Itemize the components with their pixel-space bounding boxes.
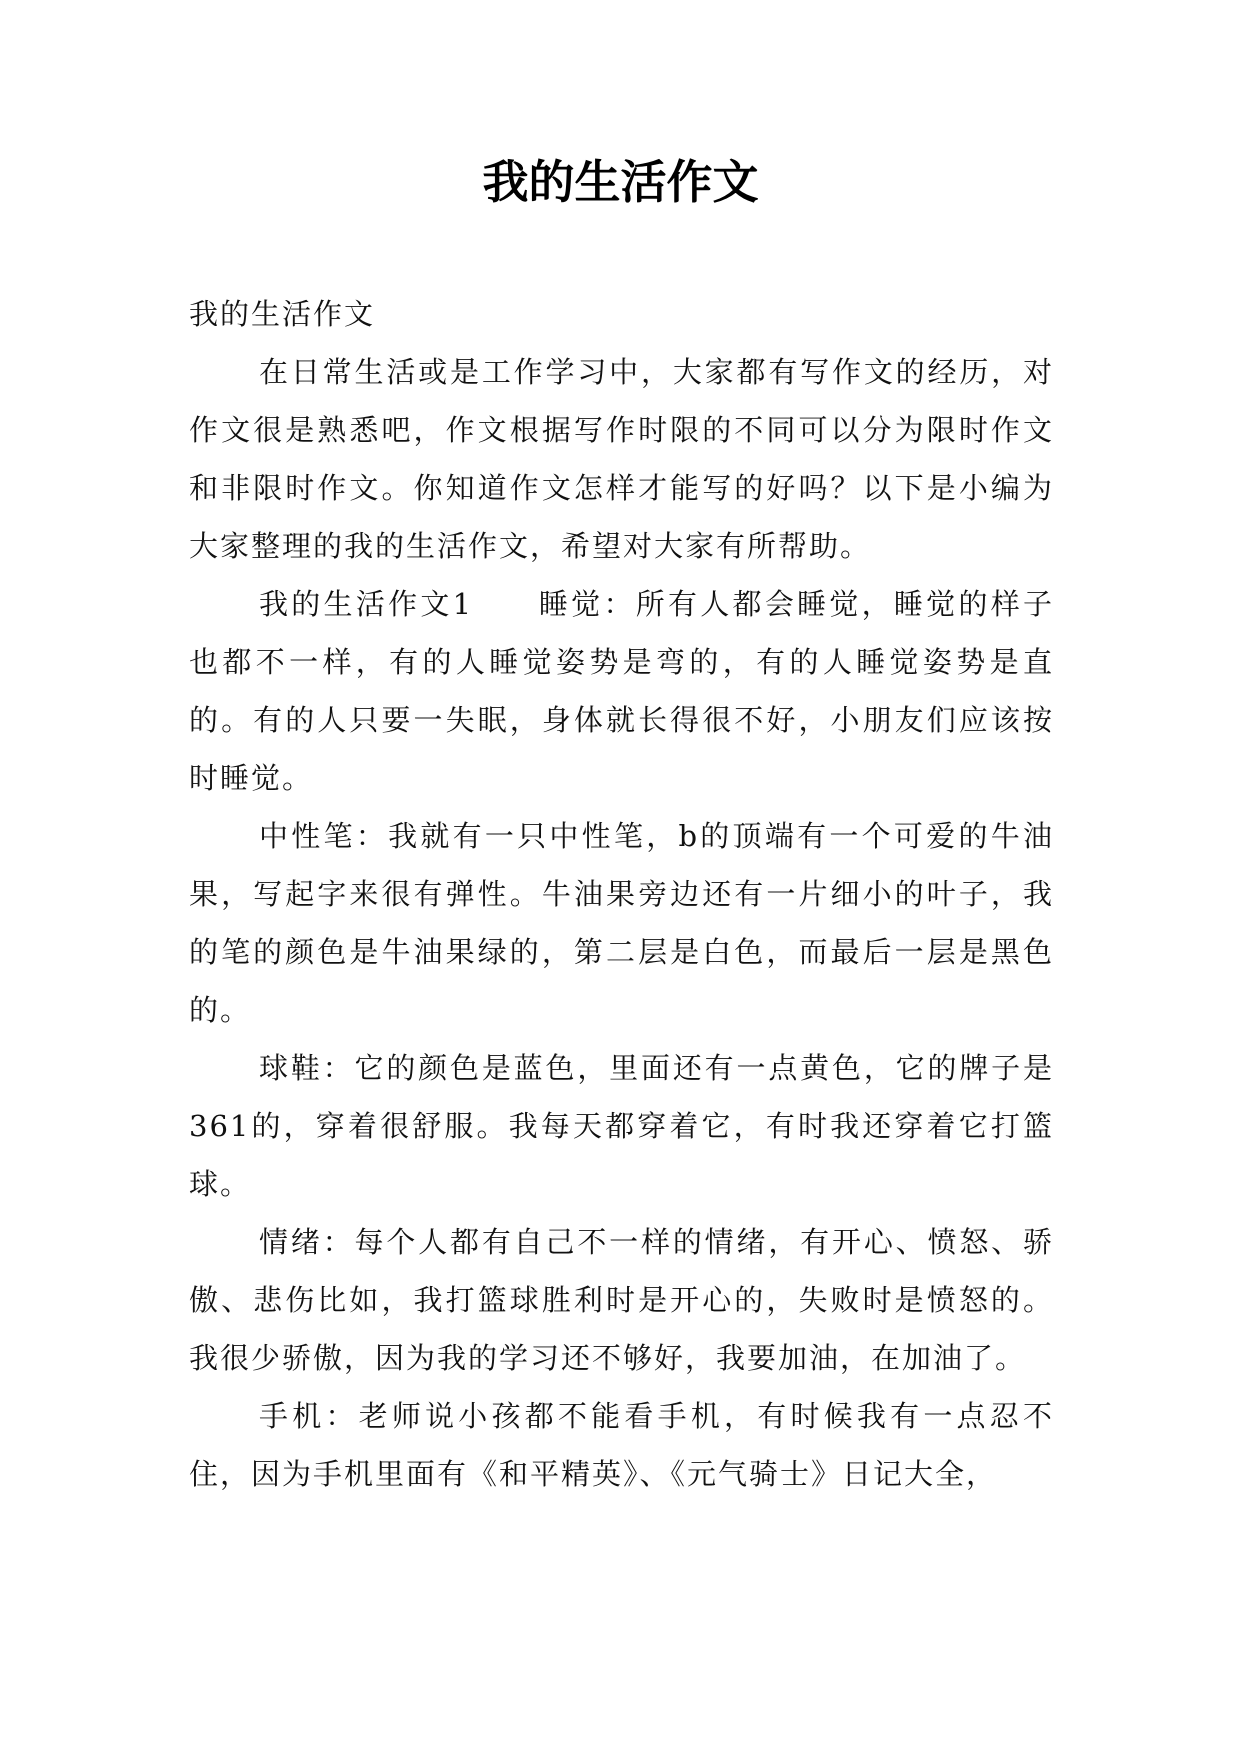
paragraph-phone: 手机：老师说小孩都不能看手机，有时候我有一点忍不住，因为手机里面有《和平精英》、《元气骑士》日记大全， [189, 1399, 1054, 1491]
paragraph-emotions: 情绪：每个人都有自己不一样的情绪，有开心、愤怒、骄傲、悲伤比如，我打篮球胜利时是开心的，失败时是愤怒的。我很少骄傲，因为我的学习还不够好，我要加油，在加油了。 [189, 1225, 1054, 1375]
paragraph-intro: 在日常生活或是工作学习中，大家都有写作文的经历，对作文很是熟悉吧，作文根据写作时限的不同可以分为限时作文和非限时作文。你知道作文怎样才能写的好吗？以下是小编为大家整理的我的生活作文，希望对大家有所帮助。 [189, 355, 1054, 563]
document-subtitle: 我的生活作文 [189, 297, 376, 331]
paragraph-sleep: 我的生活作文1 睡觉：所有人都会睡觉，睡觉的样子也都不一样，有的人睡觉姿势是弯的，有的人睡觉姿势是直的。有的人只要一失眠，身体就长得很不好，小朋友们应该按时睡觉。 [189, 587, 1054, 795]
document-body [189, 285, 1054, 1503]
paragraph-sneakers: 球鞋：它的颜色是蓝色，里面还有一点黄色，它的牌子是361的，穿着很舒服。我每天都穿着它，有时我还穿着它打篮球。 [189, 1051, 1054, 1201]
document-title: 我的生活作文 [482, 155, 759, 209]
paragraph-gel-pen: 中性笔：我就有一只中性笔，b的顶端有一个可爱的牛油果，写起字来很有弹性。牛油果旁边还有一片细小的叶子，我的笔的颜色是牛油果绿的，第二层是白色，而最后一层是黑色的。 [189, 819, 1054, 1027]
